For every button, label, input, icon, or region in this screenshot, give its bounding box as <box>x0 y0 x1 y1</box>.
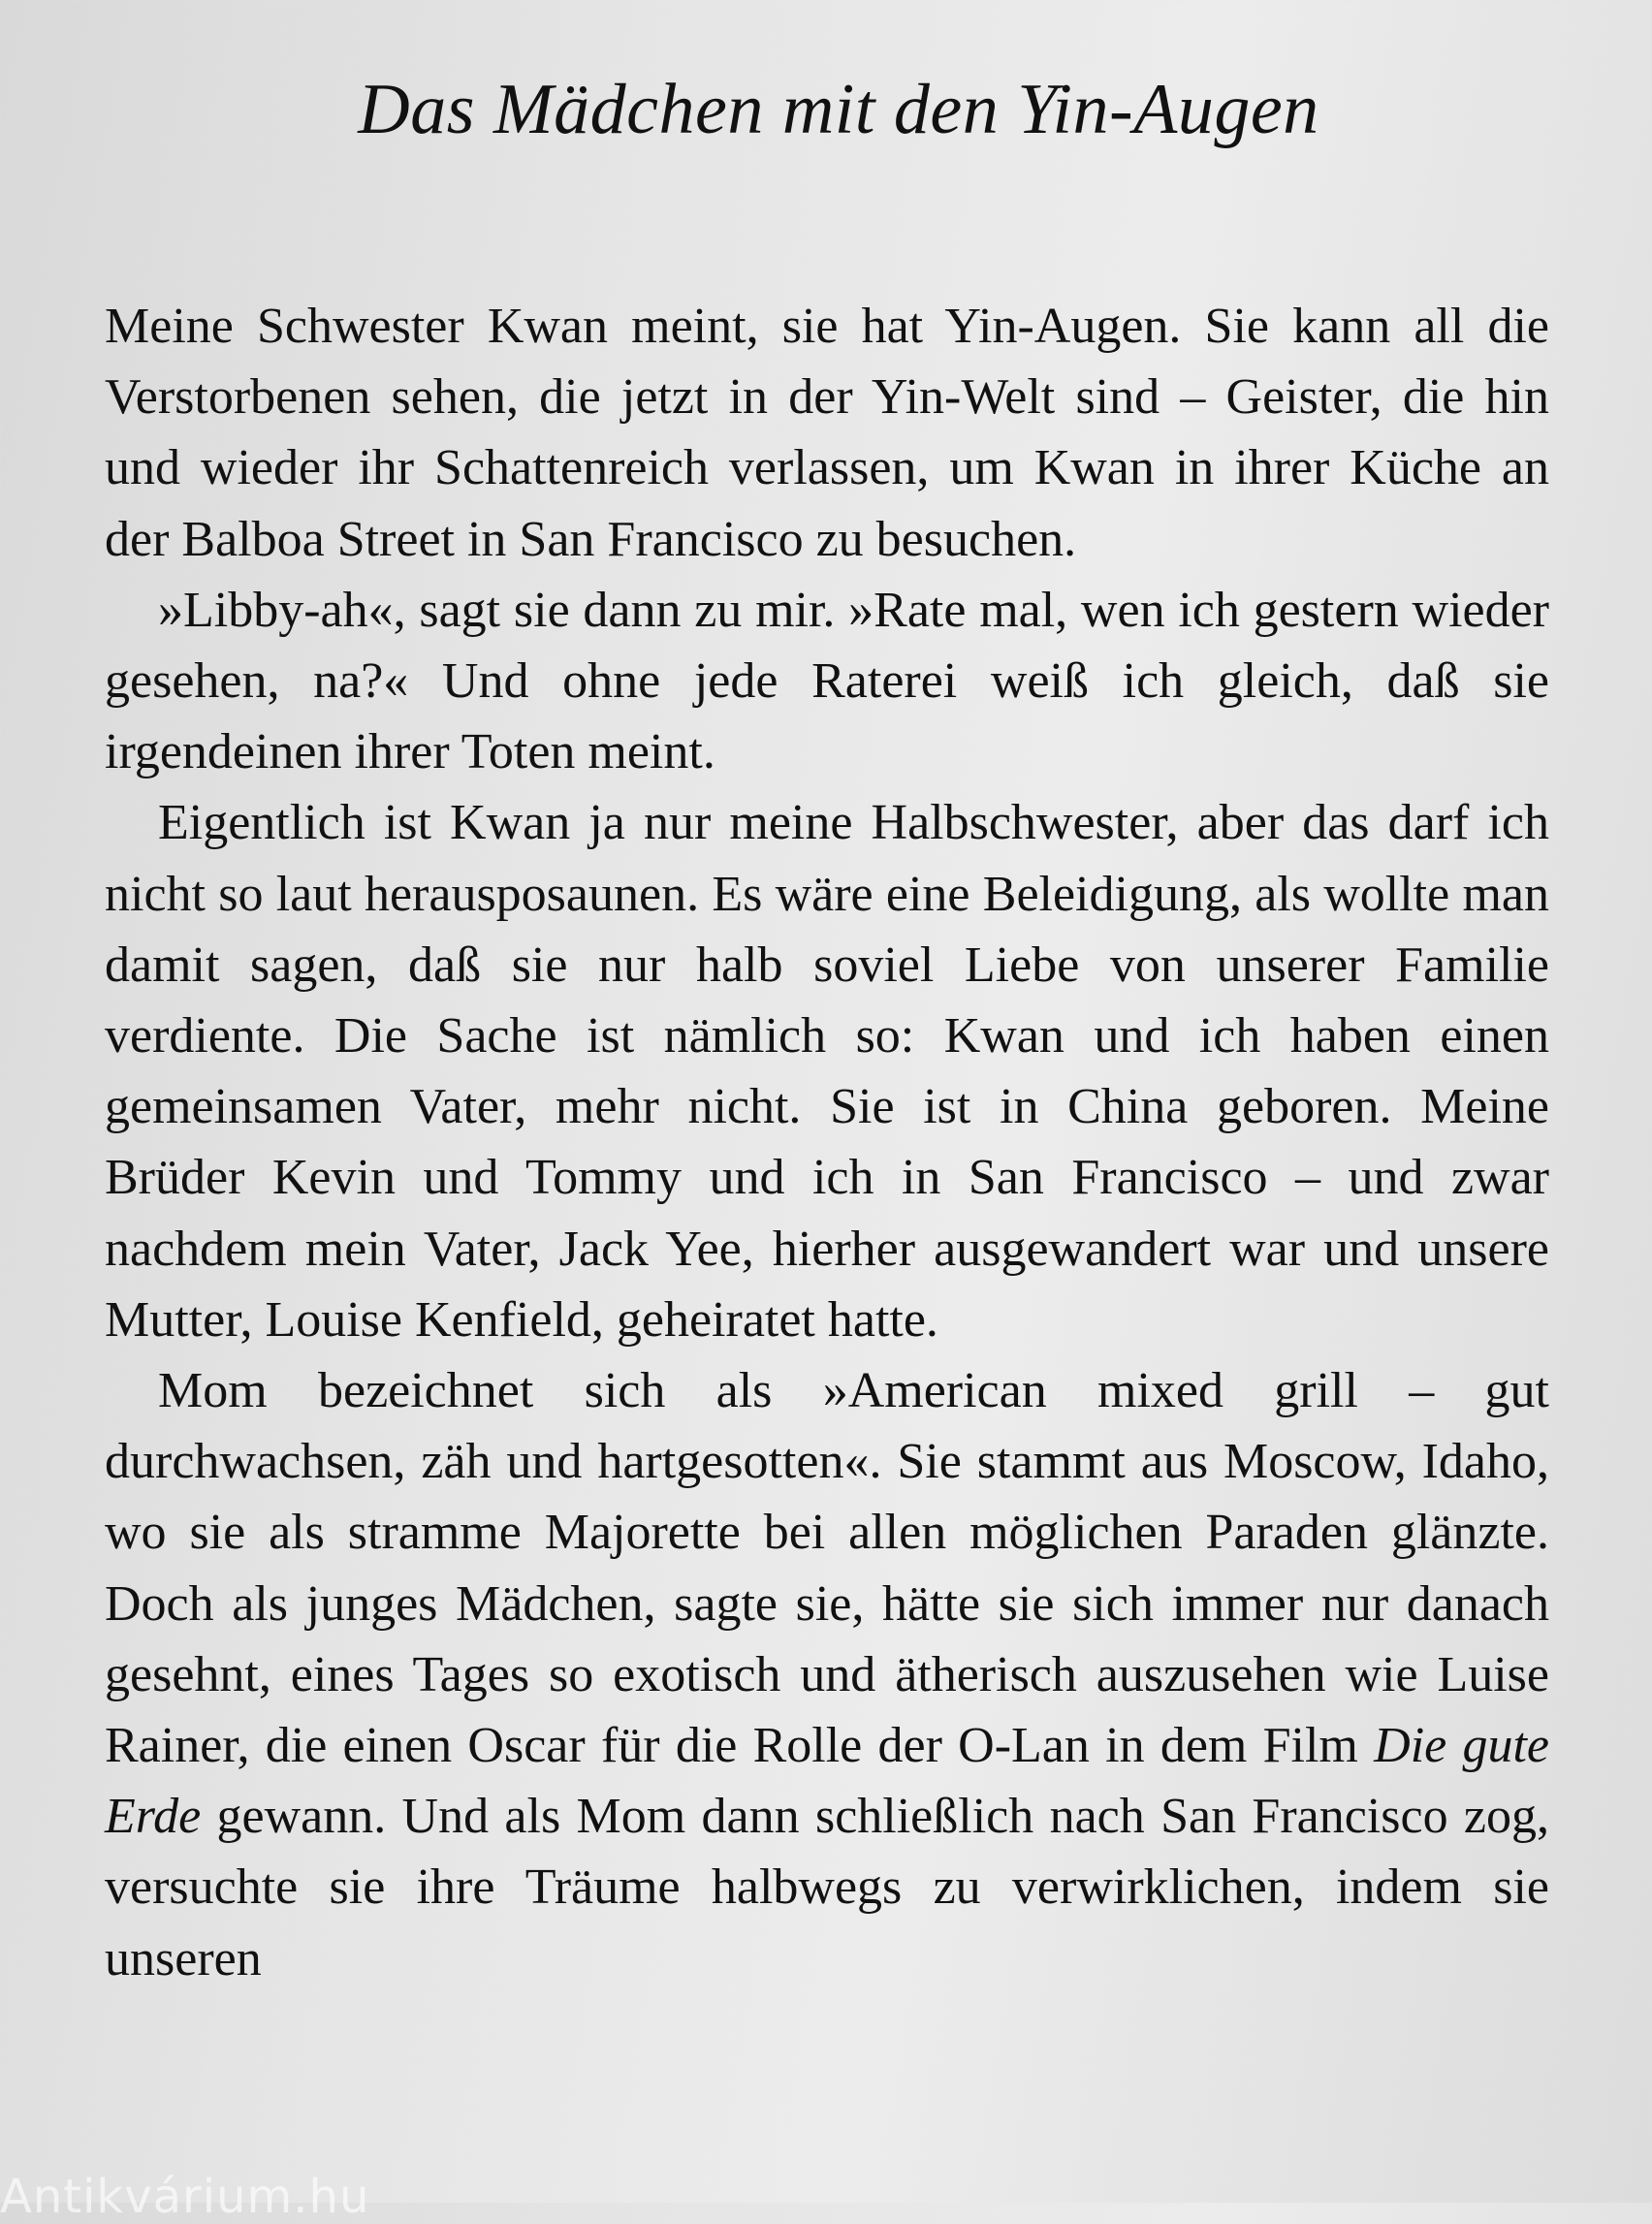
paragraph-4 <box>105 1355 1549 1994</box>
paragraph-4-text-after: gewann. Und als Mom dann schließlich nach San Francisco zog, versuchte sie ihre Träume halbwegs zu verwirklichen, indem sie unseren <box>105 1789 1549 1986</box>
watermark: Antikvárium.hu <box>0 2170 370 2224</box>
paragraph-3: Eigentlich ist Kwan ja nur meine Halbschwester, aber das darf ich nicht so laut herausposaunen. Es wäre eine Beleidigung, als wollte man damit sagen, daß sie nur halb soviel Liebe von unserer Familie verdiente. Die Sache ist nämlich so: Kwan und ich haben einen gemeinsamen Vater, mehr nicht. Sie ist in China geboren. Meine Brüder Kevin und Tommy und ich in San Francisco – und zwar nachdem mein Vater, Jack Yee, hierher ausgewandert war und unsere Mutter, Louise Kenfield, geheiratet hatte. <box>105 795 1549 1348</box>
chapter-title: Das Mädchen mit den Yin-Augen <box>358 70 1319 149</box>
paragraph-1: Meine Schwester Kwan meint, sie hat Yin-Augen. Sie kann all die Verstorbenen sehen, die jetzt in der Yin-Welt sind – Geister, die hin und wieder ihr Schattenreich verlassen, um Kwan in ihrer Küche an der Balboa Street in San Francisco zu besuchen. <box>105 299 1549 567</box>
paragraph-2: »Libby-ah«, sagt sie dann zu mir. »Rate mal, wen ich gestern wieder gesehen, na?« Und ohne jede Raterei weiß ich gleich, daß sie irgendeinen ihrer Toten meint. <box>105 582 1549 780</box>
paragraph-4-text-before: Mom bezeichnet sich als »American mixed grill – gut durchwachsen, zäh und hartgesotten«. Sie stammt aus Moscow, Idaho, wo sie als stramme Majorette bei allen möglichen Paraden glänzte. Doch als junges Mädchen, sagte sie, hätte sie sich immer nur danach gesehnt, eines Tages so exotisch und ätherisch auszusehen wie Luise Rainer, die einen Oscar für die Rolle der O-Lan in dem Film <box>105 1363 1549 1774</box>
chapter-body <box>105 291 1549 1994</box>
film-title: Die gute Erde <box>105 1718 1550 1845</box>
